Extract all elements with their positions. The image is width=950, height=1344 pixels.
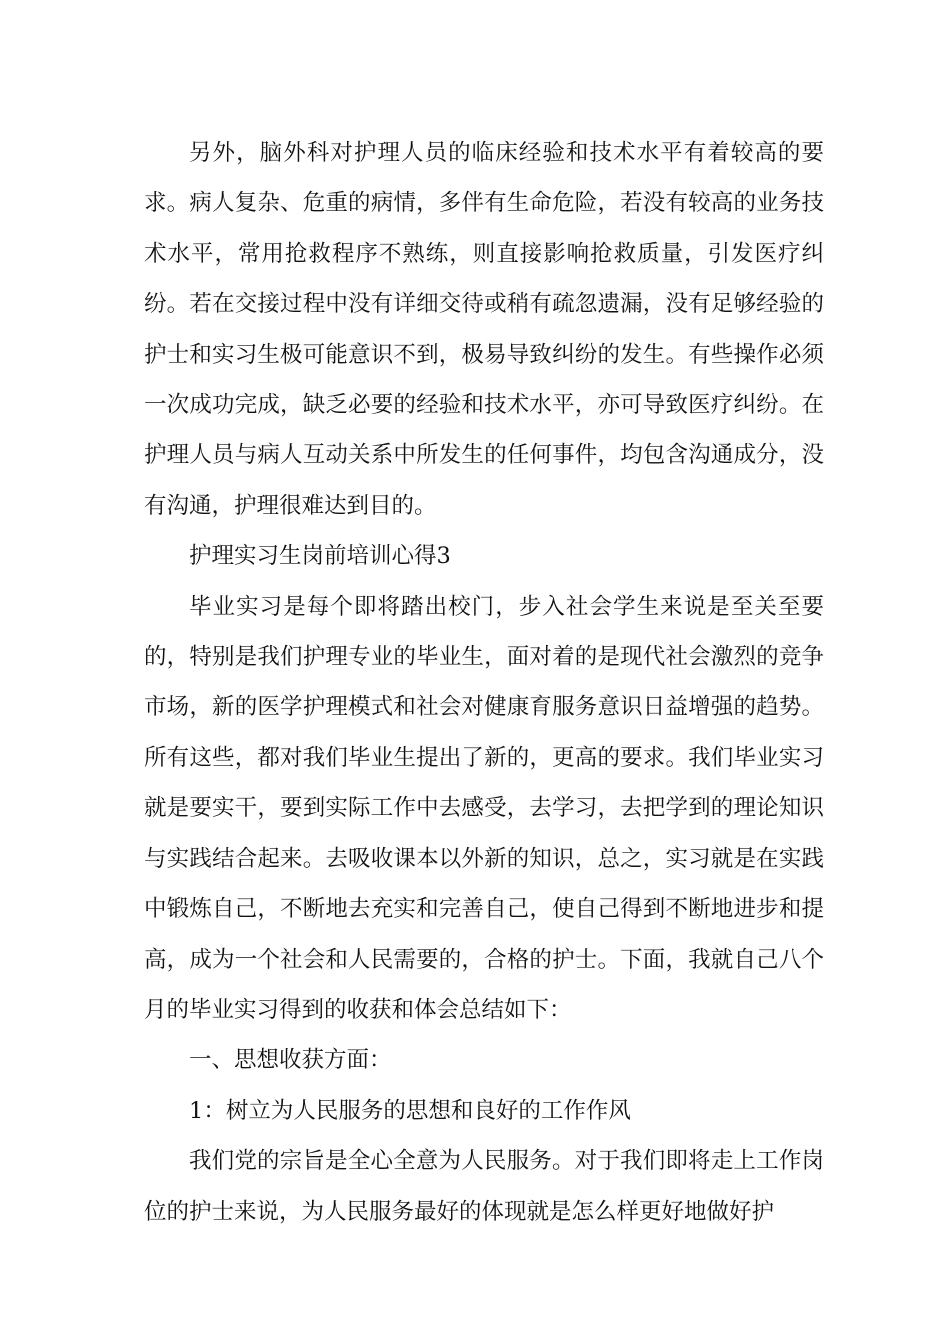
section-heading-training-3: 护理实习生岗前培训心得3 — [189, 543, 451, 570]
document-body — [144, 128, 824, 1237]
paragraph-neurosurgery-requirements: 另外，脑外科对护理人员的临床经验和技术水平有着较高的要求。病人复杂、危重的病情，多伴有生命危险，若没有较高的业务技术水平，常用抢救程序不熟练，则直接影响抢救质量，引发医疗纠纷。若在交接过程中没有详细交待或稍有疏忽遗漏，没有足够经验的护士和实习生极可能意识不到，极易导致纠纷的发生。有些操作必须一次成功完成，缺乏必要的经验和技术水平，亦可导致医疗纠纷。在护理人员与病人互动关系中所发生的任何事件，均包含沟通成分，没有沟通，护理很难达到目的。 — [144, 140, 824, 519]
subheading-serve-people: 1：树立为人民服务的思想和良好的工作作风 — [189, 1097, 631, 1124]
paragraph-graduation-internship: 毕业实习是每个即将踏出校门，步入社会学生来说是至关至要的，特别是我们护理专业的毕业生，面对着的是现代社会激烈的竞争市场，新的医学护理模式和社会对健康育服务意识日益增强的趋势。所有这些，都对我们毕业生提出了新的，更高的要求。我们毕业实习就是要实干，要到实际工作中去感受，去学习，去把学到的理论知识与实践结合起来。去吸收课本以外新的知识，总之，实习就是在实践中锻炼自己，不断地去充实和完善自己，使自己得到不断地进步和提高，成为一个社会和人民需要的，合格的护士。下面，我就自己八个月的毕业实习得到的收获和体会总结如下： — [144, 593, 824, 1023]
subheading-ideological-gains: 一、思想收获方面： — [189, 1047, 392, 1074]
paragraph-party-purpose: 我们党的宗旨是全心全意为人民服务。对于我们即将走上工作岗位的护士来说，为人民服务最好的体现就是怎么样更好地做好护 — [144, 1148, 824, 1225]
